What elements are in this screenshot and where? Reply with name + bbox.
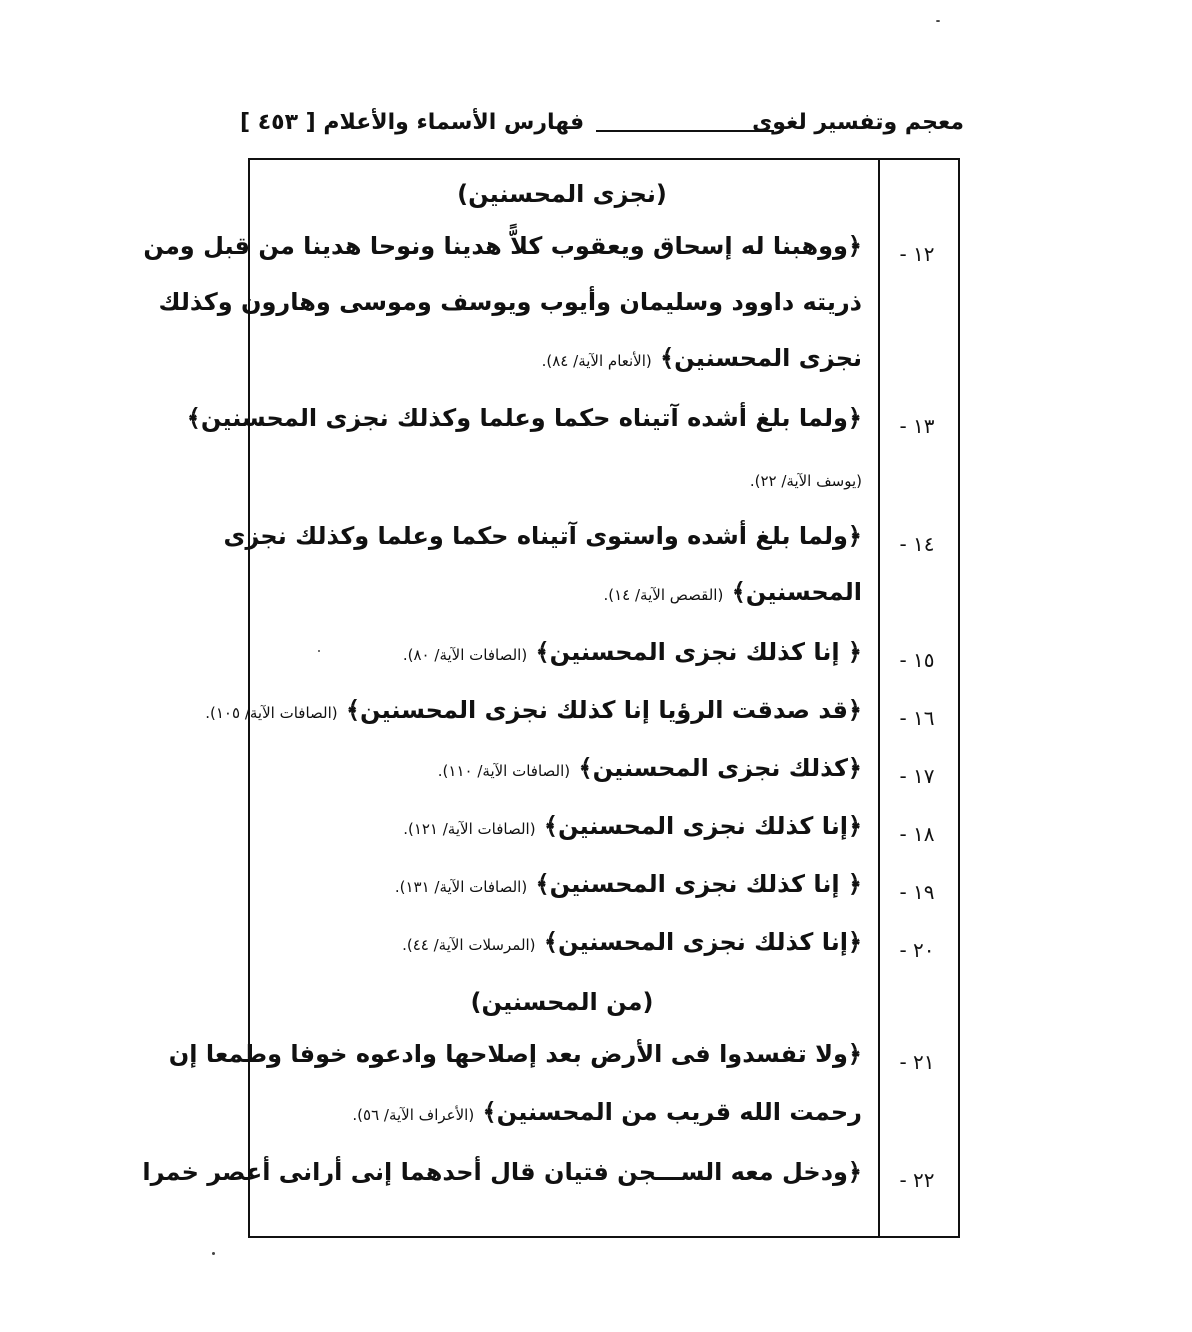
- page-number: [ ٤٥٣ ]: [240, 110, 316, 135]
- verse-line-with-ref: [262, 344, 862, 372]
- entry-number: ١٣ -: [899, 414, 935, 438]
- verse-line: ذريته داوود وسليمان وأيوب ويوسف وموسى وهارون وكذلك: [158, 288, 862, 316]
- verse-reference: (الصافات الآية/ ١٠٥).: [205, 704, 338, 722]
- verse-line-with-ref: [262, 928, 862, 956]
- verse-text: ﴿كذلك نجزى المحسنين﴾: [578, 754, 862, 782]
- verse-line-with-ref: [262, 754, 862, 782]
- running-header: [240, 100, 964, 144]
- verse-line-with-ref: [262, 578, 862, 606]
- verse-text: ﴿إنا كذلك نجزى المحسنين﴾: [543, 928, 862, 956]
- entry-number: ١٧ -: [899, 764, 935, 788]
- verse-line-with-ref: [262, 638, 862, 666]
- scan-speck: [936, 20, 940, 22]
- entry-number: ٢٢ -: [899, 1168, 935, 1192]
- book-title: معجم وتفسير لغوى: [752, 110, 964, 135]
- section-heading: (من المحسنين): [470, 988, 654, 1016]
- verse-line: ﴿ولما بلغ أشده آتيناه حكما وعلما وكذلك نجزى المحسنين﴾: [186, 404, 862, 432]
- entry-number: ١٩ -: [899, 880, 935, 904]
- verse-text: المحسنين﴾: [731, 578, 862, 606]
- verse-text: ﴿إنا كذلك نجزى المحسنين﴾: [543, 812, 862, 840]
- verse-reference: (الصافات الآية/ ١٣١).: [394, 878, 528, 896]
- verse-line-with-ref: [262, 1098, 862, 1126]
- scan-speck: [318, 650, 320, 652]
- scan-speck: [212, 1252, 215, 1255]
- verse-line-with-ref: [205, 696, 862, 724]
- section-heading: (نجزى المحسنين): [457, 180, 667, 208]
- section-title: فهارس الأسماء والأعلام: [323, 110, 585, 135]
- verse-line-with-ref: [262, 812, 862, 840]
- entry-number: ٢١ -: [899, 1050, 935, 1074]
- header-rule: [596, 130, 774, 132]
- verse-text: نجزى المحسنين﴾: [660, 344, 862, 372]
- entry-number: ١٤ -: [899, 532, 935, 556]
- verse-reference: (الصافات الآية/ ١٢١).: [403, 820, 536, 838]
- verse-reference: (الصافات الآية/ ١١٠).: [437, 762, 571, 780]
- verse-reference: (يوسف الآية/ ٢٢).: [749, 472, 862, 490]
- verse-line: ﴿ووهبنا له إسحاق ويعقوب كلاًّ هدينا ونوحا هدينا من قبل ومن: [143, 232, 862, 260]
- header-section-and-page: [240, 110, 584, 135]
- index-table: [142, 158, 960, 1238]
- verse-text: ﴿قد صدقت الرؤيا إنا كذلك نجزى المحسنين﴾: [345, 696, 862, 724]
- number-column-divider: [878, 160, 880, 1236]
- entry-number: ١٦ -: [899, 706, 935, 730]
- verse-reference: (القصص الآية/ ١٤).: [603, 586, 724, 604]
- verse-reference: (الأنعام الآية/ ٨٤).: [541, 352, 652, 370]
- entry-number: ٢٠ -: [899, 938, 935, 962]
- verse-reference: (المرسلات الآية/ ٤٤).: [402, 936, 536, 954]
- verse-text: رحمت الله قريب من المحسنين﴾: [482, 1098, 862, 1126]
- entry-number: ١٨ -: [899, 822, 935, 846]
- entry-number: ١٥ -: [899, 648, 935, 672]
- entry-number: ١٢ -: [899, 242, 935, 266]
- verse-line: ﴿ولما بلغ أشده واستوى آتيناه حكما وعلما وكذلك نجزى: [223, 522, 862, 550]
- verse-text: ﴿ إنا كذلك نجزى المحسنين﴾: [535, 638, 862, 666]
- verse-reference: (الأعراف الآية/ ٥٦).: [352, 1106, 475, 1124]
- verse-line: ﴿ولا تفسدوا فى الأرض بعد إصلاحها وادعوه خوفا وطمعا إن: [168, 1040, 862, 1068]
- verse-line: ﴿ودخل معه الســـجن فتيان قال أحدهما إنى أرانى أعصر خمرا: [142, 1158, 862, 1186]
- verse-line-with-ref: [262, 870, 862, 898]
- verse-text: ﴿ إنا كذلك نجزى المحسنين﴾: [535, 870, 862, 898]
- verse-reference: (الصافات الآية/ ٨٠).: [402, 646, 528, 664]
